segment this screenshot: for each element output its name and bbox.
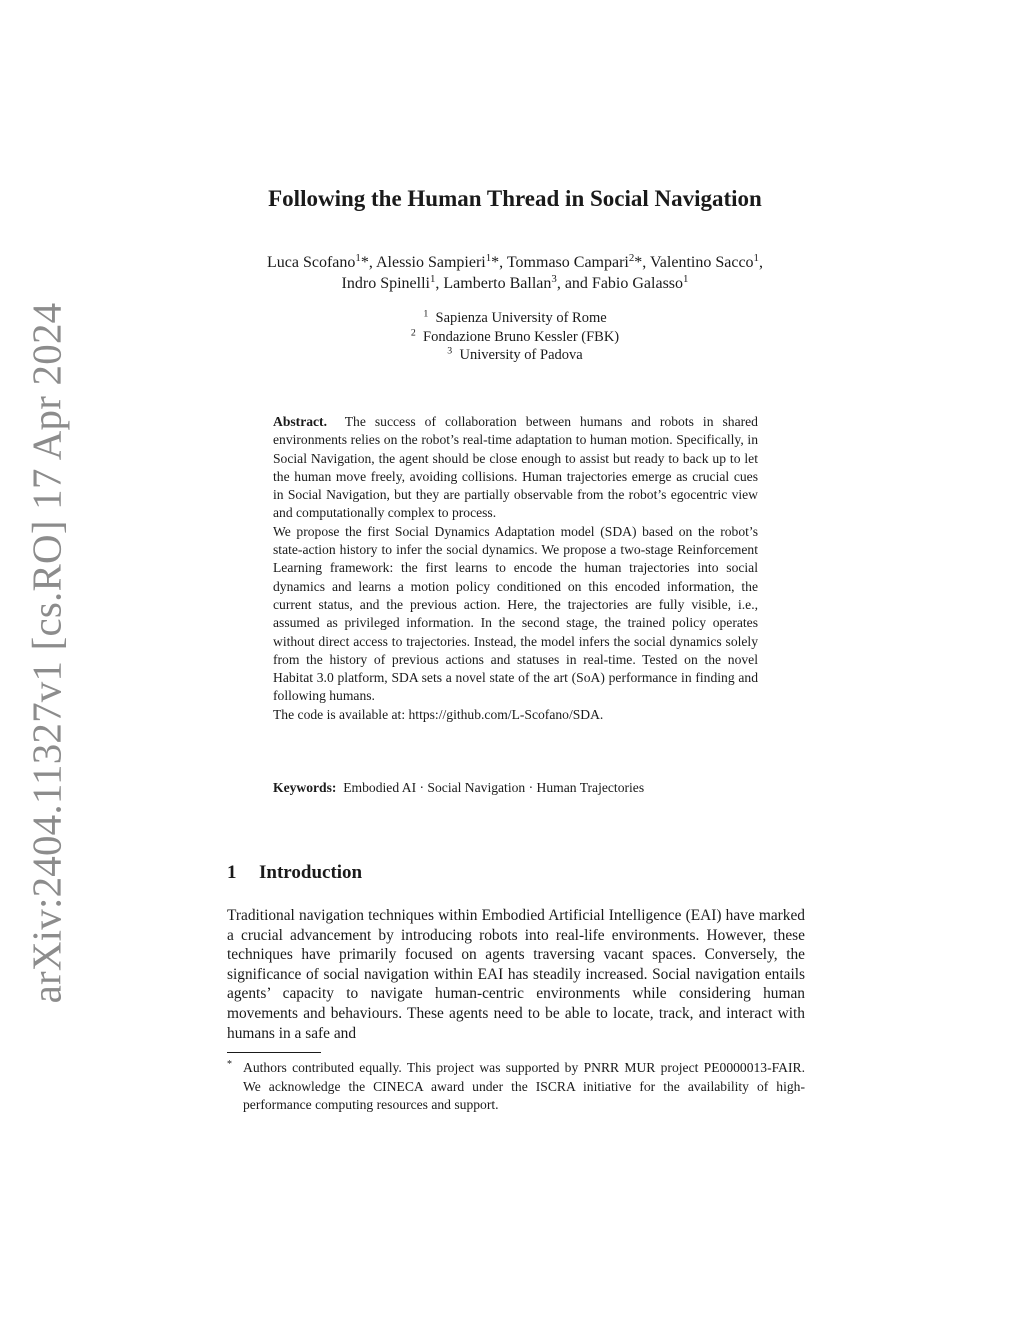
- author: Indro Spinelli$^1$,: [341, 273, 444, 292]
- affiliation: $^1$ Sapienza University of Rome: [423, 308, 607, 326]
- affiliation: $^2$ Fondazione Bruno Kessler (FBK): [410, 327, 620, 345]
- author: Tommaso Campari$^2$*,: [506, 252, 651, 271]
- code-availability: The code is available at: https://github.com/L-Scofano/SDA.: [273, 706, 604, 722]
- section-heading: [227, 862, 362, 884]
- affiliation-list: [150, 309, 880, 365]
- footnote-mark: *: [227, 1059, 232, 1070]
- section-number: 1: [227, 862, 237, 883]
- affiliation: $^3$ University of Padova: [447, 345, 583, 363]
- paper-title: Following the Human Thread in Social Navigation: [268, 186, 762, 211]
- author: Fabio Galasso$^1$: [591, 273, 689, 292]
- arxiv-identifier-sidebar: [18, 302, 74, 1003]
- author: Luca Scofano$^1$*,: [267, 252, 376, 271]
- abstract-paragraph: Abstract. The success of collaboration between humans and robots in shared environments relies on the robot’s real-time adaptation to human motion. Specifically, in Social Navigation, the agent should be close enough to assist but ready to back up to let the human move freely, avoiding collisions. Human trajectories emerge as crucial cues in Social Navigation, but they are partially observable from the robot’s egocentric view and computationally complex to process.: [273, 414, 758, 521]
- author: Lamberto Ballan$^3$, and: [443, 273, 592, 292]
- abstract: [273, 413, 758, 724]
- abstract-label: Abstract.: [273, 414, 327, 429]
- arxiv-identifier: arXiv:2404.11327v1 [cs.RO] 17 Apr 2024: [23, 302, 69, 1003]
- section-title: Introduction: [259, 862, 363, 883]
- footnote-text: Authors contributed equally. This project was supported by PNRR MUR project PE0000013-FAIR. We acknowledge the CINECA award under the ISCRA initiative for the availability of high-performance computing resources and support.: [243, 1060, 805, 1113]
- abstract-paragraph: We propose the first Social Dynamics Adaptation model (SDA) based on the robot’s state-action history to infer the social dynamics. We propose a two-stage Reinforcement Learning framework: the first learns to encode the human trajectories into social dynamics and learns a motion policy conditioned on this encoded information, the current status, and the previous action. Here, the trajectories are fully visible, i.e., assumed as privileged information. In the second stage, the trained policy operates without direct access to trajectories. Instead, the model infers the social dynamics solely from the history of previous actions and statuses in real-time. Tested on the novel Habitat 3.0 platform, SDA sets a novel state of the art (SoA) performance in finding and following humans.: [273, 523, 758, 704]
- author: Valentino Sacco$^1$,: [650, 252, 763, 271]
- intro-paragraph: Traditional navigation techniques within Embodied Artificial Intelligence (EAI) have marked a crucial advancement by introducing robots into real-life environments. However, these techniques have primarily focused on agents traversing vacant spaces. Conversely, the significance of social navigation within EAI has steadily increased. Social navigation entails agents’ capacity to navigate human-centric environments while considering human movements and behaviours. These agents need to be able to locate, track, and interact with humans in a safe and: [227, 907, 805, 1042]
- author-list: [150, 252, 880, 294]
- keywords-label: Keywords:: [273, 780, 337, 795]
- keywords: [273, 780, 758, 796]
- footnote-rule: [227, 1052, 321, 1053]
- keywords-text: Embodied AI · Social Navigation · Human Trajectories: [343, 780, 645, 795]
- footnote: [227, 1059, 805, 1115]
- author: Alessio Sampieri$^1$*,: [375, 252, 507, 271]
